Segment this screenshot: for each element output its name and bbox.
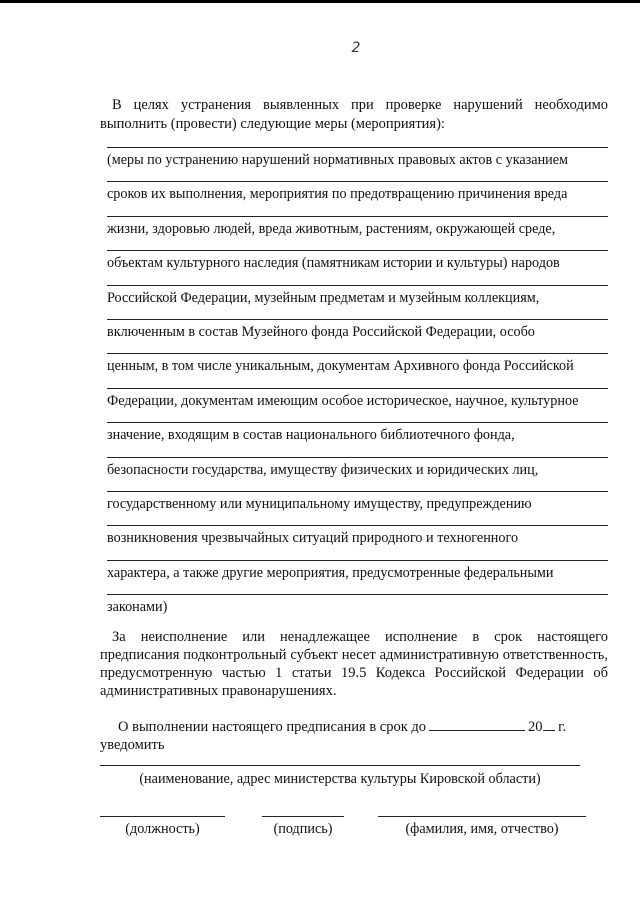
measure-line: законами)	[107, 599, 168, 615]
measure-rule	[107, 525, 608, 526]
year-suffix: г.	[558, 719, 567, 735]
measure-line: значение, входящим в состав национального библиотечного фонда,	[107, 427, 515, 443]
notify-block	[100, 718, 608, 754]
measure-rule	[107, 353, 608, 354]
position-caption: (должность)	[125, 821, 200, 837]
measure-rule	[107, 147, 608, 148]
year-blank[interactable]	[543, 718, 555, 731]
year-prefix: 20	[528, 719, 543, 735]
measure-line: возникновения чрезвычайных ситуаций природного и техногенного	[107, 530, 519, 546]
measure-line: государственному или муниципальному имуществу, предупреждению	[107, 496, 532, 512]
page-number: 2	[351, 40, 361, 56]
name-blank-line[interactable]	[378, 816, 586, 817]
name-caption: (фамилия, имя, отчество)	[405, 821, 559, 837]
intro-text: целях устранения выявленных при проверке нарушений необходимо выполнить (провести) следующие меры (мероприятия):	[100, 97, 609, 132]
responsibility-text: За неисполнение или ненадлежащее исполнение в срок настоящего предписания подконтрольный субъект несет административную ответственность, предусмотренную частью 1 статьи 19.5 Кодекса Российской Федерации об административных правонарушениях.	[100, 629, 608, 699]
top-edge-bar	[0, 0, 640, 3]
measure-rule	[107, 285, 608, 286]
measure-line: Российской Федерации, музейным предметам и музейным коллекциям,	[107, 290, 540, 306]
measure-line: Федерации, документам имеющим особое историческое, научное, культурное	[107, 393, 579, 409]
measure-rule	[107, 422, 608, 423]
ministry-caption: (наименование, адрес министерства культуры Кировской области)	[139, 771, 541, 787]
measure-line: жизни, здоровью людей, вреда животным, растениям, окружающей среде,	[107, 221, 556, 237]
notify-second-row	[100, 736, 608, 754]
intro-paragraph	[100, 96, 608, 134]
measure-rule	[107, 216, 608, 217]
signature-caption: (подпись)	[273, 821, 333, 837]
notify-word: уведомить	[100, 737, 165, 753]
measure-line: включенным в состав Музейного фонда Российской Федерации, особо	[107, 324, 535, 340]
measure-line: ценным, в том числе уникальным, документам Архивного фонда Российской	[107, 358, 574, 374]
measure-rule	[107, 560, 608, 561]
responsibility-paragraph	[100, 628, 608, 700]
signature-blank-line[interactable]	[262, 816, 344, 817]
measure-line: безопасности государства, имуществу физических и юридических лиц,	[107, 462, 539, 478]
notify-deadline-row	[100, 718, 608, 736]
measure-rule	[107, 250, 608, 251]
measure-line: характера, а также другие мероприятия, предусмотренные федеральными	[107, 565, 554, 581]
measure-rule	[107, 388, 608, 389]
measure-rule	[107, 181, 608, 182]
measure-line: (меры по устранению нарушений нормативных правовых актов с указанием	[107, 152, 569, 168]
deadline-date-blank[interactable]	[429, 718, 525, 731]
position-blank-line[interactable]	[100, 816, 225, 817]
measure-rule	[107, 491, 608, 492]
intro-first-word: В	[112, 97, 122, 113]
measure-rule	[107, 457, 608, 458]
ministry-blank-line[interactable]	[100, 765, 580, 766]
notify-deadline-text: О выполнении настоящего предписания в срок до	[118, 719, 427, 735]
measure-rule	[107, 319, 608, 320]
measure-line: сроков их выполнения, мероприятия по предотвращению причинения вреда	[107, 186, 568, 202]
measure-line: объектам культурного наследия (памятникам истории и культуры) народов	[107, 255, 560, 271]
measure-rule	[107, 594, 608, 595]
